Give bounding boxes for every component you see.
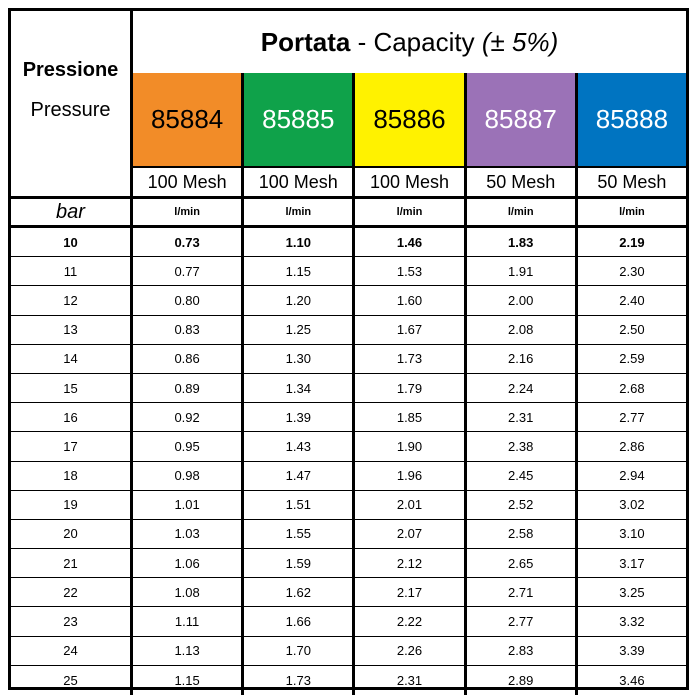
table-row [11, 316, 686, 345]
flow-cell: 2.40 [619, 292, 645, 308]
flow-cell: 2.71 [467, 578, 578, 606]
flow-cell: 1.73 [244, 666, 355, 695]
pressure-cell: 19 [11, 491, 133, 519]
pressure-cell: 16 [11, 403, 133, 431]
flow-cell: 0.95 [133, 432, 244, 460]
flow-cell: 0.80 [133, 286, 244, 314]
flow-cell: 2.08 [467, 316, 578, 344]
unit-flow: l/min [467, 199, 578, 225]
table-row [11, 432, 686, 461]
table-row [11, 549, 686, 578]
flow-cell: 1.01 [133, 491, 244, 519]
mesh-label: 50 Mesh [597, 171, 667, 192]
table-row [11, 520, 686, 549]
flow-cell: 2.94 [619, 468, 645, 484]
flow-cell: 2.16 [467, 345, 578, 373]
flow-cell: 2.89 [467, 666, 578, 695]
mesh-label: 50 Mesh [467, 168, 578, 196]
flow-cell: 1.51 [244, 491, 355, 519]
flow-cell: 1.83 [467, 228, 578, 256]
flow-cell: 2.19 [619, 234, 645, 250]
flow-cell: 2.68 [619, 380, 645, 396]
table-title [133, 11, 686, 73]
flow-cell: 1.13 [133, 637, 244, 665]
flow-cell: 1.47 [244, 462, 355, 490]
pressure-label-en: Pressure [30, 99, 111, 121]
pressure-cell: 25 [11, 666, 133, 695]
flow-cell: 3.32 [619, 614, 645, 630]
title-separator: - Capacity [350, 26, 482, 57]
flow-cell: 2.00 [467, 286, 578, 314]
unit-flow: l/min [619, 206, 645, 218]
table-row [11, 666, 686, 695]
flow-cell: 3.10 [619, 526, 645, 542]
table-row [11, 607, 686, 636]
flow-cell: 2.07 [355, 520, 466, 548]
flow-cell: 2.31 [355, 666, 466, 695]
pressure-cell: 18 [11, 462, 133, 490]
flow-cell: 1.46 [355, 228, 466, 256]
table-row [11, 345, 686, 374]
title-tolerance: (± 5%) [481, 26, 559, 57]
table-row [11, 374, 686, 403]
flow-cell: 0.92 [133, 403, 244, 431]
mesh-row [133, 166, 686, 196]
pressure-cell: 20 [11, 520, 133, 548]
flow-cell: 1.34 [244, 374, 355, 402]
flow-cell: 2.86 [619, 438, 645, 454]
pressure-cell: 15 [11, 374, 133, 402]
flow-cell: 1.66 [244, 607, 355, 635]
title-bold: Portata [260, 26, 351, 57]
flow-cell: 2.38 [467, 432, 578, 460]
mesh-label: 100 Mesh [133, 168, 244, 196]
flow-cell: 1.06 [133, 549, 244, 577]
flow-cell: 3.25 [619, 584, 645, 600]
flow-cell: 1.30 [244, 345, 355, 373]
model-code-85885: 85885 [244, 73, 355, 166]
flow-cell: 0.98 [133, 462, 244, 490]
flow-cell: 2.77 [619, 409, 645, 425]
flow-cell: 1.70 [244, 637, 355, 665]
flow-cell: 3.39 [619, 643, 645, 659]
flow-cell: 1.90 [355, 432, 466, 460]
flow-cell: 1.73 [355, 345, 466, 373]
pressure-cell: 22 [11, 578, 133, 606]
pressure-cell: 23 [11, 607, 133, 635]
pressure-cell: 24 [11, 637, 133, 665]
table-row [11, 491, 686, 520]
flow-cell: 2.45 [467, 462, 578, 490]
pressure-label-it: Pressione [22, 59, 119, 81]
mesh-label: 100 Mesh [355, 168, 466, 196]
flow-cell: 1.10 [244, 228, 355, 256]
pressure-cell: 17 [11, 432, 133, 460]
flow-cell: 1.43 [244, 432, 355, 460]
flow-cell: 1.55 [244, 520, 355, 548]
table-row [11, 403, 686, 432]
flow-cell: 0.89 [133, 374, 244, 402]
flow-cell: 3.17 [619, 555, 645, 571]
flow-cell: 0.73 [133, 228, 244, 256]
table-row [11, 286, 686, 315]
table-row [11, 462, 686, 491]
flow-cell: 2.52 [467, 491, 578, 519]
flow-cell: 2.24 [467, 374, 578, 402]
flow-cell: 2.12 [355, 549, 466, 577]
flow-cell: 2.65 [467, 549, 578, 577]
model-code-85884: 85884 [133, 73, 244, 166]
table-row [11, 637, 686, 666]
pressure-header [11, 11, 133, 196]
unit-flow: l/min [133, 199, 244, 225]
table-row [11, 228, 686, 257]
pressure-cell: 14 [11, 345, 133, 373]
pressure-cell: 12 [11, 286, 133, 314]
flow-cell: 1.60 [355, 286, 466, 314]
flow-cell: 0.77 [133, 257, 244, 285]
flow-cell: 2.59 [619, 351, 645, 367]
flow-cell: 2.22 [355, 607, 466, 635]
flow-cell: 3.02 [619, 497, 645, 513]
table-body [11, 228, 686, 687]
flow-cell: 1.96 [355, 462, 466, 490]
mesh-label: 100 Mesh [244, 168, 355, 196]
model-header-row [133, 73, 686, 166]
flow-cell: 1.67 [355, 316, 466, 344]
flow-cell: 2.01 [355, 491, 466, 519]
flow-cell: 0.83 [133, 316, 244, 344]
flow-cell: 1.62 [244, 578, 355, 606]
flow-cell: 3.46 [619, 672, 645, 688]
flow-cell: 2.77 [467, 607, 578, 635]
pressure-cell: 11 [11, 257, 133, 285]
model-code-85886: 85886 [355, 73, 466, 166]
flow-cell: 2.50 [619, 322, 645, 338]
units-row [11, 196, 686, 228]
flow-cell: 2.26 [355, 637, 466, 665]
table-row [11, 257, 686, 286]
unit-flow: l/min [355, 199, 466, 225]
capacity-table [8, 8, 689, 690]
flow-cell: 1.39 [244, 403, 355, 431]
flow-cell: 1.20 [244, 286, 355, 314]
flow-cell: 2.58 [467, 520, 578, 548]
flow-cell: 1.85 [355, 403, 466, 431]
unit-flow: l/min [244, 199, 355, 225]
pressure-cell: 21 [11, 549, 133, 577]
flow-cell: 1.15 [133, 666, 244, 695]
flow-cell: 1.79 [355, 374, 466, 402]
flow-cell: 2.31 [467, 403, 578, 431]
flow-cell: 1.15 [244, 257, 355, 285]
flow-cell: 1.25 [244, 316, 355, 344]
flow-cell: 2.83 [467, 637, 578, 665]
pressure-cell: 10 [11, 228, 133, 256]
flow-cell: 0.86 [133, 345, 244, 373]
model-code-85888: 85888 [578, 73, 686, 166]
flow-cell: 1.53 [355, 257, 466, 285]
flow-cell: 1.08 [133, 578, 244, 606]
unit-pressure: bar [11, 199, 133, 225]
flow-cell: 1.91 [467, 257, 578, 285]
flow-cell: 2.17 [355, 578, 466, 606]
table-row [11, 578, 686, 607]
flow-cell: 1.03 [133, 520, 244, 548]
flow-cell: 1.59 [244, 549, 355, 577]
flow-cell: 1.11 [133, 607, 244, 635]
pressure-cell: 13 [11, 316, 133, 344]
model-code-85887: 85887 [467, 73, 578, 166]
flow-cell: 2.30 [619, 263, 645, 279]
